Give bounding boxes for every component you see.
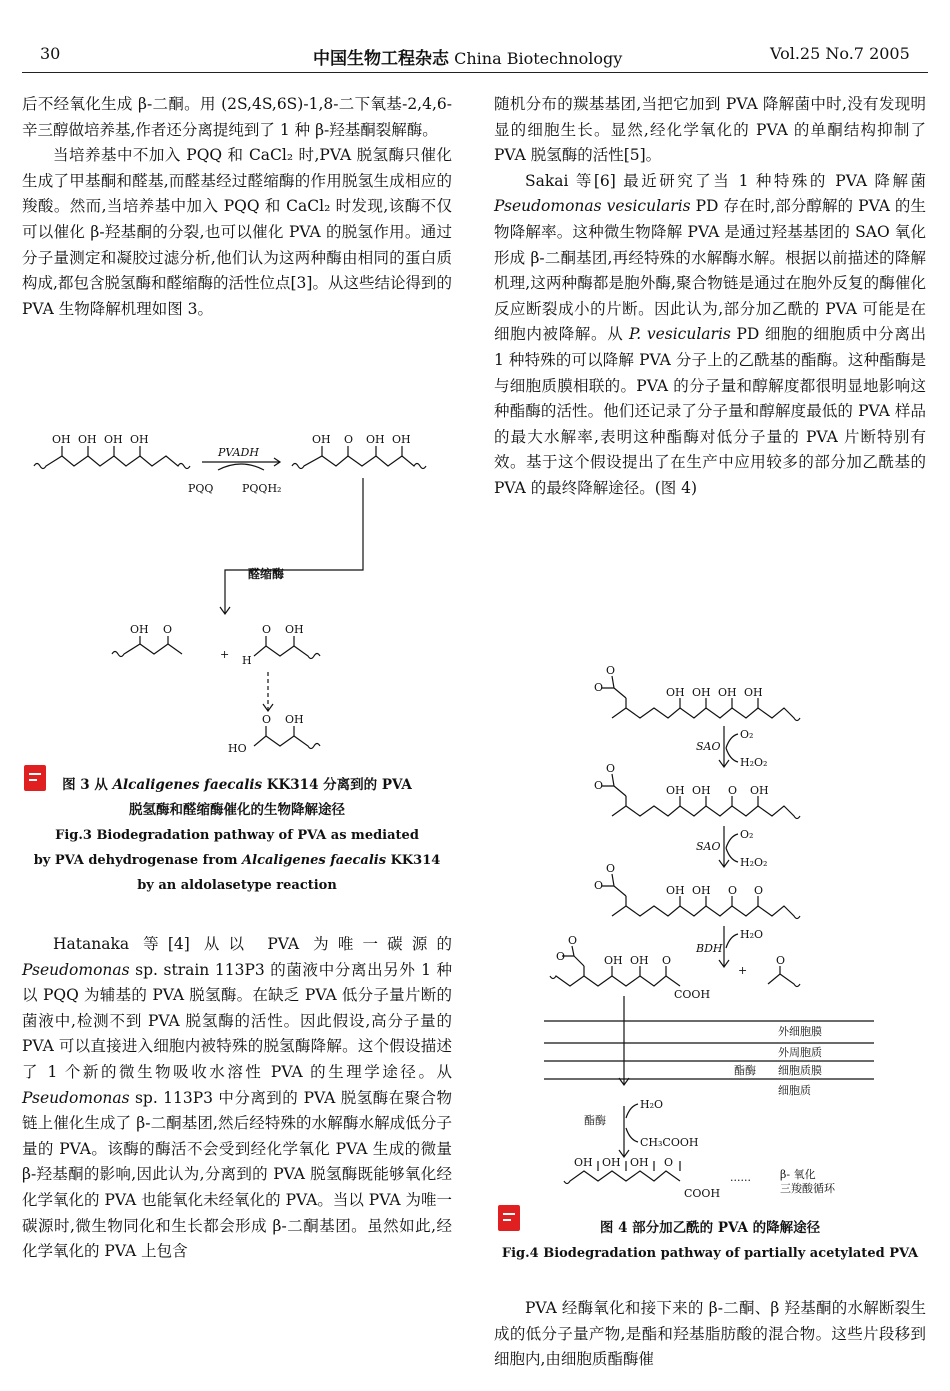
svg-text:OH: OH	[692, 784, 711, 797]
svg-text:H₂O₂: H₂O₂	[740, 756, 768, 769]
svg-text:OH: OH	[604, 954, 623, 967]
svg-text:BDH: BDH	[696, 942, 723, 955]
svg-text:O: O	[728, 784, 738, 797]
tca-cycle-label: 三羧酸循环	[780, 1182, 835, 1195]
svg-text:COOH: COOH	[674, 988, 711, 1001]
left-paragraph-2: 当培养基中不加入 PQQ 和 CaCl₂ 时,PVA 脱氢酶只催化生成了甲基酮和醛基,而醛基经过醛缩酶的作用脱氢生成相应的羧酸。然而,当培养基中加入 PQQ 和 CaCl₂ 时发现,该酶不仅可以催化 β-羟基酮的分裂,也可以催化 PVA 的脱氢作用。通过分子量测定和凝胶过滤分析,他们认为这两种酶由相同的蛋白质构成,都包含脱氢酶和醛缩酶的活性位点[3]。从这些结论得到的 PVA 生物降解机理如图 3。	[22, 146, 452, 318]
volume-info: Vol.25 No.7 2005	[770, 44, 910, 63]
figure-4-caption	[494, 1216, 926, 1266]
svg-text:O: O	[568, 934, 578, 947]
svg-text:OH: OH	[602, 1156, 621, 1169]
pvadh-label: PVADH	[218, 446, 259, 459]
svg-text:OH: OH	[312, 433, 331, 446]
left-column-top	[22, 92, 452, 322]
svg-text:COOH: COOH	[684, 1187, 721, 1200]
right-column-top	[494, 92, 926, 502]
svg-text:OH: OH	[392, 433, 411, 446]
left-paragraph-3: Hatanaka 等[4] 从以 PVA 为唯一碳源的 Pseudomonas sp. strain 113P3 的菌液中分离出另外 1 种以 PQQ 为辅基的 PVA 脱氢酶。在缺乏 PVA 低分子量片断的菌液中,检测不到 PVA 脱氢酶的活性。因此假设,高分子量的 PVA 可以直接进入细胞内被特殊的脱氢酶降解。这个假设描述了 1 个新的微生物吸收水溶性 PVA 的生理学途径。从 Pseudomonas sp. 113P3 中分离到的 PVA 脱氢酶在聚合物链上催化生成了 β-二酮基团,然后经特殊的水解酶水解成低分子量的 PVA。该酶的酶活不会受到经化学氧化 PVA 生成的微量 β-羟基酮的影响,因此认为,分离到的 PVA 脱氢酶既能够氧化经化学氧化的 PVA 也能氧化未经氧化的 PVA。当以 PVA 为唯一碳源时,微生物同化和生长都会形成 β-二酮基团。虽然如此,经化学氧化的 PVA 上包含	[22, 935, 452, 1261]
svg-text:O: O	[662, 954, 672, 967]
svg-text:SAO: SAO	[696, 740, 721, 753]
fig4-caption-en: Fig.4 Biodegradation pathway of partially acetylated PVA	[501, 1246, 919, 1261]
svg-text:OH: OH	[666, 884, 685, 897]
header-rule	[22, 72, 928, 73]
right-column-bottom	[494, 1296, 926, 1373]
fig3-caption-cn-line2: 脱氢酶和醛缩酶催化的生物降解途径	[129, 802, 345, 818]
right-paragraph-3: PVA 经酶氧化和接下来的 β-二酮、β 羟基酮的水解断裂生成的低分子量产物,是酯和羟基脂肪酸的混合物。这些片段移到细胞内,由细胞质酯酶催	[494, 1299, 926, 1369]
svg-text:+: +	[220, 648, 230, 661]
svg-text:O: O	[594, 779, 604, 792]
svg-text:O: O	[262, 623, 272, 636]
svg-text:O: O	[664, 1156, 674, 1169]
membrane-periplasm: 外周胞质	[778, 1046, 822, 1059]
svg-text:OH: OH	[750, 784, 769, 797]
fig3-caption-cn-line1: 图 3 从 Alcaligenes faecalis KK314 分离到的 PVA	[62, 777, 412, 793]
svg-text:O: O	[728, 884, 738, 897]
svg-text:O: O	[344, 433, 354, 446]
svg-text:O: O	[754, 884, 764, 897]
left-paragraph-1: 后不经氧化生成 β-二酮。用 (2S,4S,6S)-1,8-二下氧基-2,4,6-辛三醇做培养基,作者还分离提纯到了 1 种 β-羟基酮裂解酶。	[22, 95, 452, 139]
svg-text:OH: OH	[574, 1156, 593, 1169]
svg-text:OH: OH	[666, 784, 685, 797]
svg-text:······: ······	[730, 1174, 751, 1187]
right-paragraph-2: Sakai 等[6] 最近研究了当 1 种特殊的 PVA 降解菌 Pseudomonas vesicularis PD 存在时,部分醇解的 PVA 的生物降解率。这种微生物降解 PVA 是通过羟基基团的 SAO 氧化形成 β-二酮基团,再经特殊的水解酶水解。根据以前描述的降解机理,这两种酶都是胞外酶,聚合物链是通过在胞外反复的酶催化反应断裂成小的片断。因此认为,部分加乙酰的 PVA 可能是在细胞内被降解。从 P. vesicularis PD 细胞的细胞质中分离出 1 种特殊的可以降解 PVA 分子上的乙酰基的酯酶。这种酯酶是与细胞质膜相联的。PVA 的分子量和醇解度都很明显地影响这种酯酶的活性。他们还记录了分子量和醇解度最低的 PVA 样品的最大水解率,表明这种酯酶对低分子量的 PVA 片断特别有效。基于这个假设提出了在生产中应用较多的部分加乙酰基的 PVA 的最终降解途径。(图 4)	[494, 171, 926, 497]
svg-text:OH: OH	[630, 1156, 649, 1169]
svg-text:SAO: SAO	[696, 840, 721, 853]
svg-text:O: O	[606, 664, 616, 677]
pqq-label: PQQ	[188, 482, 214, 495]
svg-text:H₂O₂: H₂O₂	[740, 856, 768, 869]
membrane-outer: 外细胞膜	[778, 1025, 822, 1038]
svg-text:OH: OH	[130, 433, 149, 446]
svg-text:OH: OH	[366, 433, 385, 446]
svg-text:OH: OH	[130, 623, 149, 636]
left-column-bottom	[22, 932, 452, 1265]
svg-text:OH: OH	[78, 433, 97, 446]
right-paragraph-1: 随机分布的羰基基团,当把它加到 PVA 降解菌中时,没有发现明显的细胞生长。显然,经化学氧化的 PVA 的单酮结构抑制了 PVA 脱氢酶的活性[5]。	[494, 95, 926, 165]
svg-text:OH: OH	[630, 954, 649, 967]
fig3-caption-en-line2: by PVA dehydrogenase from Alcaligenes faecalis KK314	[33, 853, 441, 868]
pqqh2-label: PQQH₂	[242, 482, 282, 495]
journal-title-en: China Biotechnology	[454, 49, 623, 68]
membrane-cytoplasm: 细胞质	[778, 1084, 811, 1097]
svg-text:H: H	[242, 654, 252, 667]
svg-text:OH: OH	[744, 686, 763, 699]
svg-text:O: O	[606, 862, 616, 875]
svg-text:OH: OH	[692, 686, 711, 699]
journal-title-cn: 中国生物工程杂志	[313, 49, 449, 69]
fig3-caption-en-line1: Fig.3 Biodegradation pathway of PVA as mediated	[55, 828, 419, 843]
svg-text:OH: OH	[666, 686, 685, 699]
svg-text:O: O	[776, 954, 786, 967]
figure-3-diagram	[22, 428, 452, 760]
esterase-label-2: 酯酶	[584, 1114, 606, 1127]
membrane-cytoplasmic: 细胞质膜	[778, 1064, 822, 1077]
beta-oxidation-label: β- 氧化	[780, 1168, 816, 1181]
svg-text:O: O	[594, 681, 604, 694]
svg-text:OH: OH	[285, 623, 304, 636]
svg-text:H₂O: H₂O	[740, 928, 764, 941]
svg-text:O: O	[606, 762, 616, 775]
svg-text:OH: OH	[52, 433, 71, 446]
fig4-caption-cn: 图 4 部分加乙酰的 PVA 的降解途径	[599, 1220, 821, 1236]
svg-text:CH₃COOH: CH₃COOH	[640, 1136, 699, 1149]
svg-text:OH: OH	[718, 686, 737, 699]
figure-3-caption	[22, 773, 452, 898]
journal-title	[313, 44, 622, 69]
svg-text:O₂: O₂	[740, 828, 754, 841]
page-number: 30	[40, 44, 61, 63]
svg-text:HO: HO	[228, 742, 247, 755]
svg-text:OH: OH	[692, 884, 711, 897]
svg-text:OH: OH	[285, 713, 304, 726]
svg-text:H₂O: H₂O	[640, 1098, 664, 1111]
esterase-label-1: 酯酶	[734, 1064, 756, 1077]
svg-text:+: +	[738, 964, 748, 977]
figure-4-diagram	[494, 664, 926, 1206]
svg-text:O₂: O₂	[740, 728, 754, 741]
aldolase-label: 醛缩酶	[248, 567, 285, 581]
svg-text:OH: OH	[104, 433, 123, 446]
fig3-caption-en-line3: by an aldolasetype reaction	[137, 878, 337, 893]
svg-text:O: O	[262, 713, 272, 726]
svg-text:O: O	[163, 623, 173, 636]
svg-text:O: O	[556, 950, 566, 963]
svg-text:O: O	[594, 879, 604, 892]
